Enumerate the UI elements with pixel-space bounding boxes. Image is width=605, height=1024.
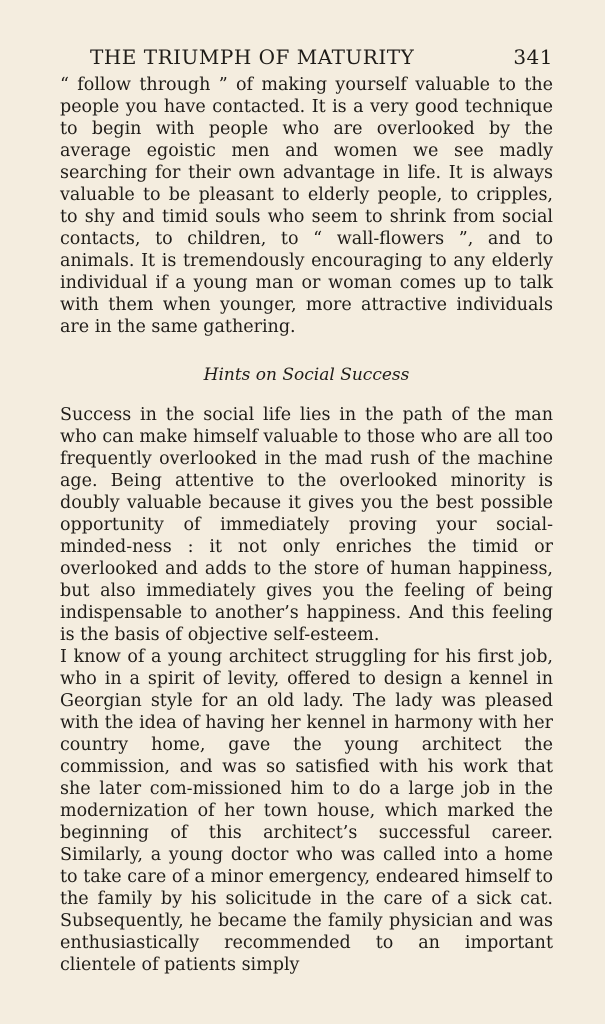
page-number: 341 (513, 45, 553, 69)
section-heading: Hints on Social Success (203, 365, 410, 385)
paragraph-continuation: “ follow through ” of making yourself valuable to the people you have contacted. It is a very good technique to begin with people who are overlooked by the average egoistic men and women we see madly searching for their own advantage in life. It is always valuable to be pleasant to elderly people, to cripples, to shy and timid souls who seem to shrink from social contacts, to children, to “ wall-flowers ”, and to animals. It is tremendously encouraging to any elderly individual if a young man or woman comes up to talk with them when younger, more attractive individuals are in the same gathering. (60, 75, 553, 337)
paragraph-architect-example: I know of a young architect struggling for his first job, who in a spirit of levity, offered to design a kennel in Georgian style for an old lady. The lady was pleased with the idea of having her kennel in harmony with her country home, gave the young architect the commission, and was so satisfied with his work that she later com-missioned him to do a large job in the modernization of her town house, which marked the beginning of this architect’s successful career. Similarly, a young doctor who was called into a home to take care of a minor emergency, endeared himself to the family by his solicitude in the care of a sick cat. Subsequently, he became the family physician and was enthusiastically recommended to an important clientele of patients simply (60, 647, 553, 975)
running-head (90, 40, 553, 74)
page-body (60, 74, 553, 976)
paragraph-social-success: Success in the social life lies in the path of the man who can make himself valuable to those who are all too frequently overlooked in the mad rush of the machine age. Being attentive to the overlooked minority is doubly valuable because it gives you the best possible opportunity of immediately proving your social-minded-ness : it not only enriches the timid or overlooked and adds to the store of human happiness, but also immediately gives you the feeling of being indispensable to another’s happiness. And this feeling is the basis of objective self-esteem. (60, 405, 553, 645)
running-title: THE TRIUMPH OF MATURITY (90, 45, 415, 69)
